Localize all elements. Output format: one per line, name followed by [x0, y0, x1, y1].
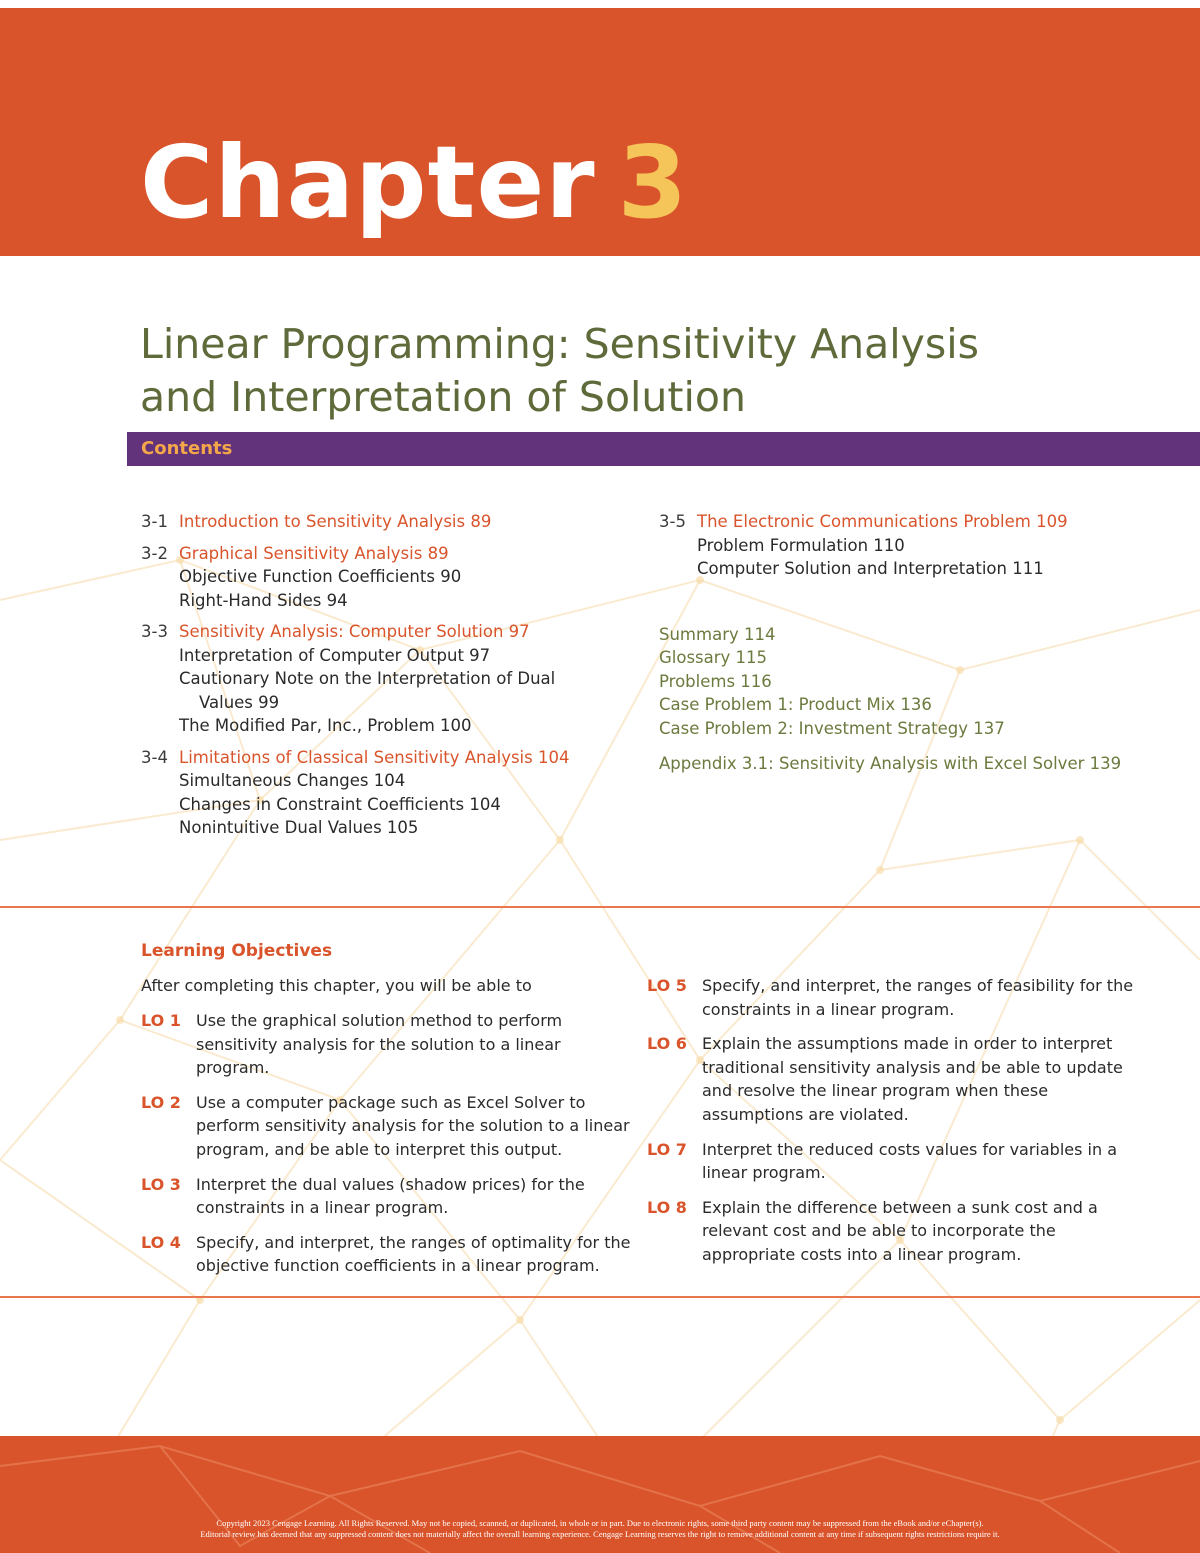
chapter-title-line: and Interpretation of Solution — [140, 373, 746, 421]
toc-section — [659, 510, 1189, 581]
learning-objectives-intro: After completing this chapter, you will be able to — [141, 976, 532, 995]
lo-text: Use a computer package such as Excel Solver to perform sensitivity analysis for the solution to a linear program, and be able to interpret this output. — [196, 1092, 630, 1159]
toc-subsection: The Modified Par, Inc., Problem 100 — [179, 716, 472, 735]
learning-objectives-heading: Learning Objectives — [141, 941, 333, 961]
toc-subsection: Computer Solution and Interpretation 111 — [697, 559, 1044, 578]
toc-appendix-item[interactable]: Appendix 3.1: Sensitivity Analysis with Excel Solver 139 — [659, 754, 1122, 773]
contents-bar — [127, 432, 1200, 466]
lo-code: LO 2 — [141, 1092, 181, 1112]
lo-text: Explain the difference between a sunk cost and a relevant cost and be able to incorporate the appropriate costs into a linear program. — [702, 1197, 1098, 1264]
toc-section-link[interactable]: Graphical Sensitivity Analysis 89 — [179, 543, 449, 563]
learning-objective — [647, 974, 1137, 1021]
lo-code: LO 7 — [647, 1139, 687, 1159]
toc-back-matter-item[interactable]: Problems 116 — [659, 671, 772, 691]
toc-section-number: 3-5 — [659, 512, 686, 531]
learning-objectives-right-column — [647, 974, 1137, 1278]
lo-text: Explain the assumptions made in order to interpret traditional sensitivity analysis and be able to update and resolve the linear program when these assumptions are violated. — [702, 1034, 1123, 1124]
toc-left-column — [141, 510, 621, 848]
toc-back-matter-item[interactable]: Case Problem 1: Product Mix 136 — [659, 695, 932, 714]
lo-code: LO 5 — [647, 976, 687, 995]
learning-objectives-left-column — [141, 1009, 631, 1289]
toc-section-number: 3-3 — [141, 622, 168, 641]
chapter-title-line: Linear Programming: Sensitivity Analysis — [140, 320, 980, 368]
learning-objective — [141, 1009, 631, 1080]
toc-back-matter-item[interactable]: Glossary 115 — [659, 648, 768, 667]
divider-rule — [0, 1296, 1200, 1298]
toc-subsection: Problem Formulation 110 — [697, 535, 905, 555]
learning-objective — [141, 1231, 631, 1278]
lo-text: Interpret the reduced costs values for variables in a linear program. — [702, 1139, 1118, 1183]
lo-code: LO 4 — [141, 1232, 181, 1252]
learning-objective — [647, 1196, 1137, 1267]
toc-subsection: Interpretation of Computer Output 97 — [179, 645, 491, 665]
lo-text: Specify, and interpret, the ranges of optimality for the objective function coefficients in a linear program. — [196, 1232, 631, 1276]
toc-subsection: Right-Hand Sides 94 — [179, 590, 348, 610]
toc-section-link[interactable]: Limitations of Classical Sensitivity Analysis 104 — [179, 747, 570, 767]
chapter-word: Chapter — [140, 124, 596, 241]
contents-label: Contents — [141, 438, 233, 459]
learning-objective — [141, 1091, 631, 1162]
toc-subsection: Cautionary Note on the Interpretation of Dual — [179, 669, 556, 688]
toc-subsection: Simultaneous Changes 104 — [179, 771, 406, 790]
lo-code: LO 6 — [647, 1034, 687, 1054]
divider-rule — [0, 906, 1200, 908]
copyright-notice — [0, 1518, 1200, 1540]
toc-subsection: Objective Function Coefficients 90 — [179, 567, 462, 586]
chapter-heading — [140, 118, 688, 248]
copyright-line: Editorial review has deemed that any suppressed content does not materially affect the overall learning experience. Cengage Learning reserves the right to remove additional content at any time if subsequent rights restrictions require it. — [200, 1529, 1000, 1539]
toc-subsection: Nonintuitive Dual Values 105 — [179, 818, 419, 837]
toc-right-column — [659, 510, 1189, 776]
toc-subsection-continued: Values 99 — [199, 692, 280, 712]
toc-section — [141, 620, 621, 738]
toc-back-matter-item[interactable]: Summary 114 — [659, 624, 776, 644]
toc-section-number: 3-1 — [141, 512, 168, 531]
chapter-number: 3 — [617, 124, 689, 241]
lo-text: Specify, and interpret, the ranges of feasibility for the constraints in a linear program. — [702, 976, 1134, 1019]
toc-section-link[interactable]: The Electronic Communications Problem 109 — [697, 512, 1068, 531]
learning-objective — [647, 1032, 1137, 1126]
toc-subsection: Changes in Constraint Coefficients 104 — [179, 794, 501, 814]
learning-objective — [647, 1138, 1137, 1185]
toc-section — [141, 510, 621, 534]
lo-code: LO 8 — [647, 1197, 687, 1217]
toc-section-link[interactable]: Sensitivity Analysis: Computer Solution 97 — [179, 622, 530, 641]
toc-section-number: 3-4 — [141, 747, 168, 767]
lo-code: LO 1 — [141, 1011, 181, 1030]
chapter-title — [140, 318, 1180, 424]
toc-section — [141, 542, 621, 613]
toc-section-link[interactable]: Introduction to Sensitivity Analysis 89 — [179, 512, 492, 531]
lo-text: Interpret the dual values (shadow prices) for the constraints in a linear program. — [196, 1174, 585, 1218]
copyright-line: Copyright 2023 Cengage Learning. All Rights Reserved. May not be copied, scanned, or duplicated, in whole or in part. Due to electronic rights, some third party content may be suppressed from the eBook and/or eChapter(s). — [216, 1518, 984, 1528]
toc-section-number: 3-2 — [141, 543, 168, 563]
learning-objective — [141, 1173, 631, 1220]
lo-code: LO 3 — [141, 1174, 181, 1194]
lo-text: Use the graphical solution method to perform sensitivity analysis for the solution to a linear program. — [196, 1011, 563, 1078]
toc-section — [141, 746, 621, 840]
toc-back-matter-item[interactable]: Case Problem 2: Investment Strategy 137 — [659, 718, 1005, 738]
